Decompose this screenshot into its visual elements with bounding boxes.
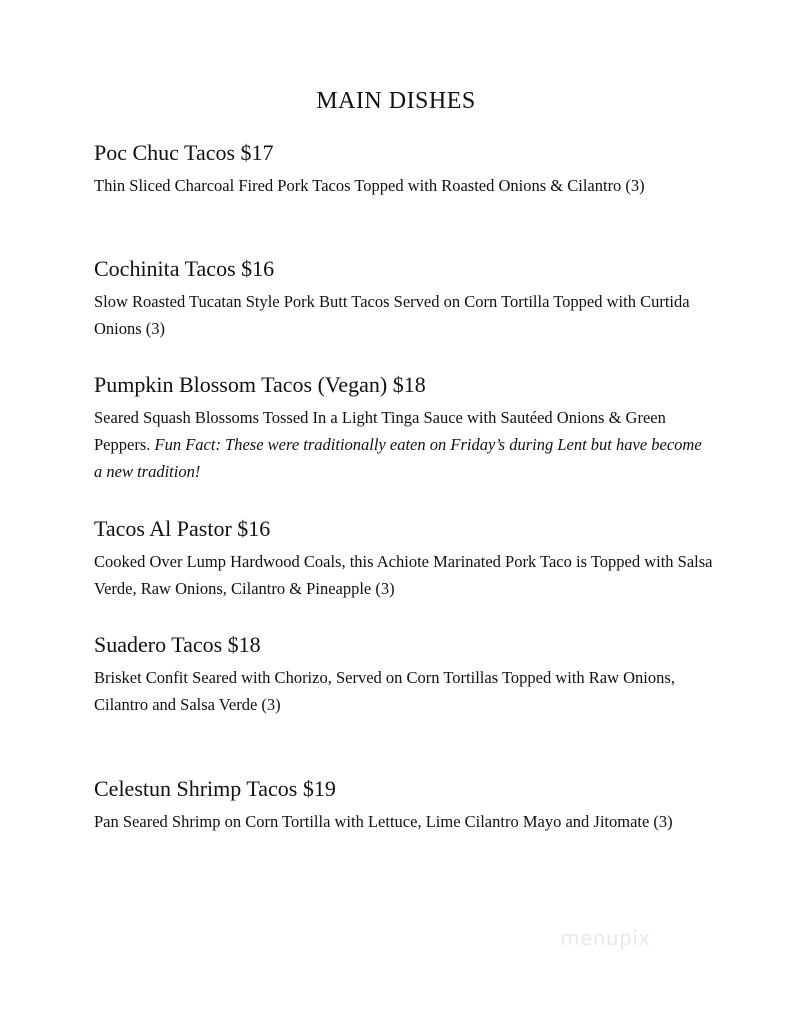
item-title: Suadero Tacos $18 <box>94 632 261 657</box>
item-title: Poc Chuc Tacos $17 <box>94 140 274 165</box>
menu-item-suadero <box>94 630 714 718</box>
item-description-text: Seared Squash Blossoms Tossed In a Light Tinga Sauce with Sautéed Onions & Green Peppers. <box>94 408 666 454</box>
item-title: Cochinita Tacos $16 <box>94 256 275 281</box>
watermark: menupix <box>560 926 651 950</box>
fun-fact-text: Fun Fact: These were traditionally eaten on Friday’s during Lent but have become a new tradition! <box>94 435 702 481</box>
menu-item-pumpkin-blossom <box>94 370 714 485</box>
menu-item-poc-chuc <box>94 138 714 199</box>
item-description: Pan Seared Shrimp on Corn Tortilla with Lettuce, Lime Cilantro Mayo and Jitomate (3) <box>94 812 673 831</box>
item-title: Tacos Al Pastor $16 <box>94 516 271 541</box>
item-description: Brisket Confit Seared with Chorizo, Served on Corn Tortillas Topped with Raw Onions, Cilantro and Salsa Verde (3) <box>94 668 675 714</box>
item-description <box>94 404 714 485</box>
menu-item-al-pastor <box>94 514 714 602</box>
item-title: Celestun Shrimp Tacos $19 <box>94 776 336 801</box>
menu-item-cochinita <box>94 254 714 342</box>
item-description: Thin Sliced Charcoal Fired Pork Tacos Topped with Roasted Onions & Cilantro (3) <box>94 176 645 195</box>
page-title: MAIN DISHES <box>316 88 476 114</box>
item-title: Pumpkin Blossom Tacos (Vegan) $18 <box>94 372 426 397</box>
menu-item-celestun-shrimp <box>94 774 714 835</box>
item-description: Cooked Over Lump Hardwood Coals, this Achiote Marinated Pork Taco is Topped with Salsa Verde, Raw Onions, Cilantro & Pineapple (3) <box>94 552 713 598</box>
item-description: Slow Roasted Tucatan Style Pork Butt Tacos Served on Corn Tortilla Topped with Curtida Onions (3) <box>94 292 690 338</box>
